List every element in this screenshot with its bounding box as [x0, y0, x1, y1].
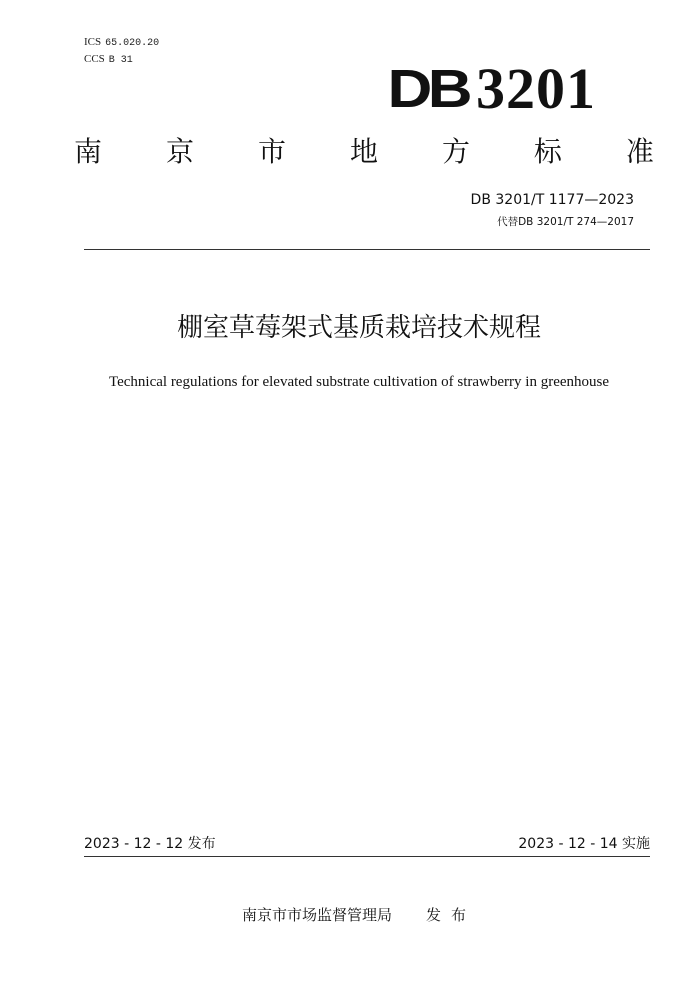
standard-type-char: 准 — [625, 135, 654, 168]
ics-line — [84, 36, 159, 50]
standard-type-heading — [74, 134, 654, 170]
issue-date: 2023 - 12 - 12 发布 — [84, 836, 216, 852]
footer-divider — [84, 856, 650, 857]
standard-type-char: 标 — [533, 135, 562, 168]
db-logo-code: 3201 — [476, 56, 596, 121]
ccs-value: B 31 — [108, 55, 133, 66]
publisher-name: 南京市市场监督管理局 — [241, 906, 392, 924]
ics-value: 65.020.20 — [105, 38, 160, 49]
standard-type-char: 地 — [349, 135, 378, 168]
header-divider — [84, 249, 650, 250]
implementation-date: 2023 - 12 - 14 实施 — [518, 836, 650, 852]
standard-number: DB 3201/T 1177—2023 — [470, 192, 634, 208]
title-english: Technical regulations for elevated substrate cultivation of strawberry in greenhouse — [108, 374, 610, 390]
publisher-label: 发布 — [426, 906, 477, 924]
publisher — [0, 904, 700, 926]
db-logo — [387, 56, 596, 121]
standard-type-char: 市 — [257, 135, 286, 168]
standard-type-char: 方 — [441, 135, 470, 168]
standard-type-char: 南 — [74, 135, 103, 168]
ics-label: ICS — [84, 36, 102, 48]
replaces-standard: 代替DB 3201/T 274—2017 — [497, 216, 634, 228]
ccs-line — [84, 53, 133, 67]
standard-type-char: 京 — [165, 135, 194, 168]
db-logo-prefix: DB — [387, 59, 468, 119]
title-chinese: 棚室草莓架式基质栽培技术规程 — [176, 313, 541, 343]
ccs-label: CCS — [84, 53, 105, 65]
